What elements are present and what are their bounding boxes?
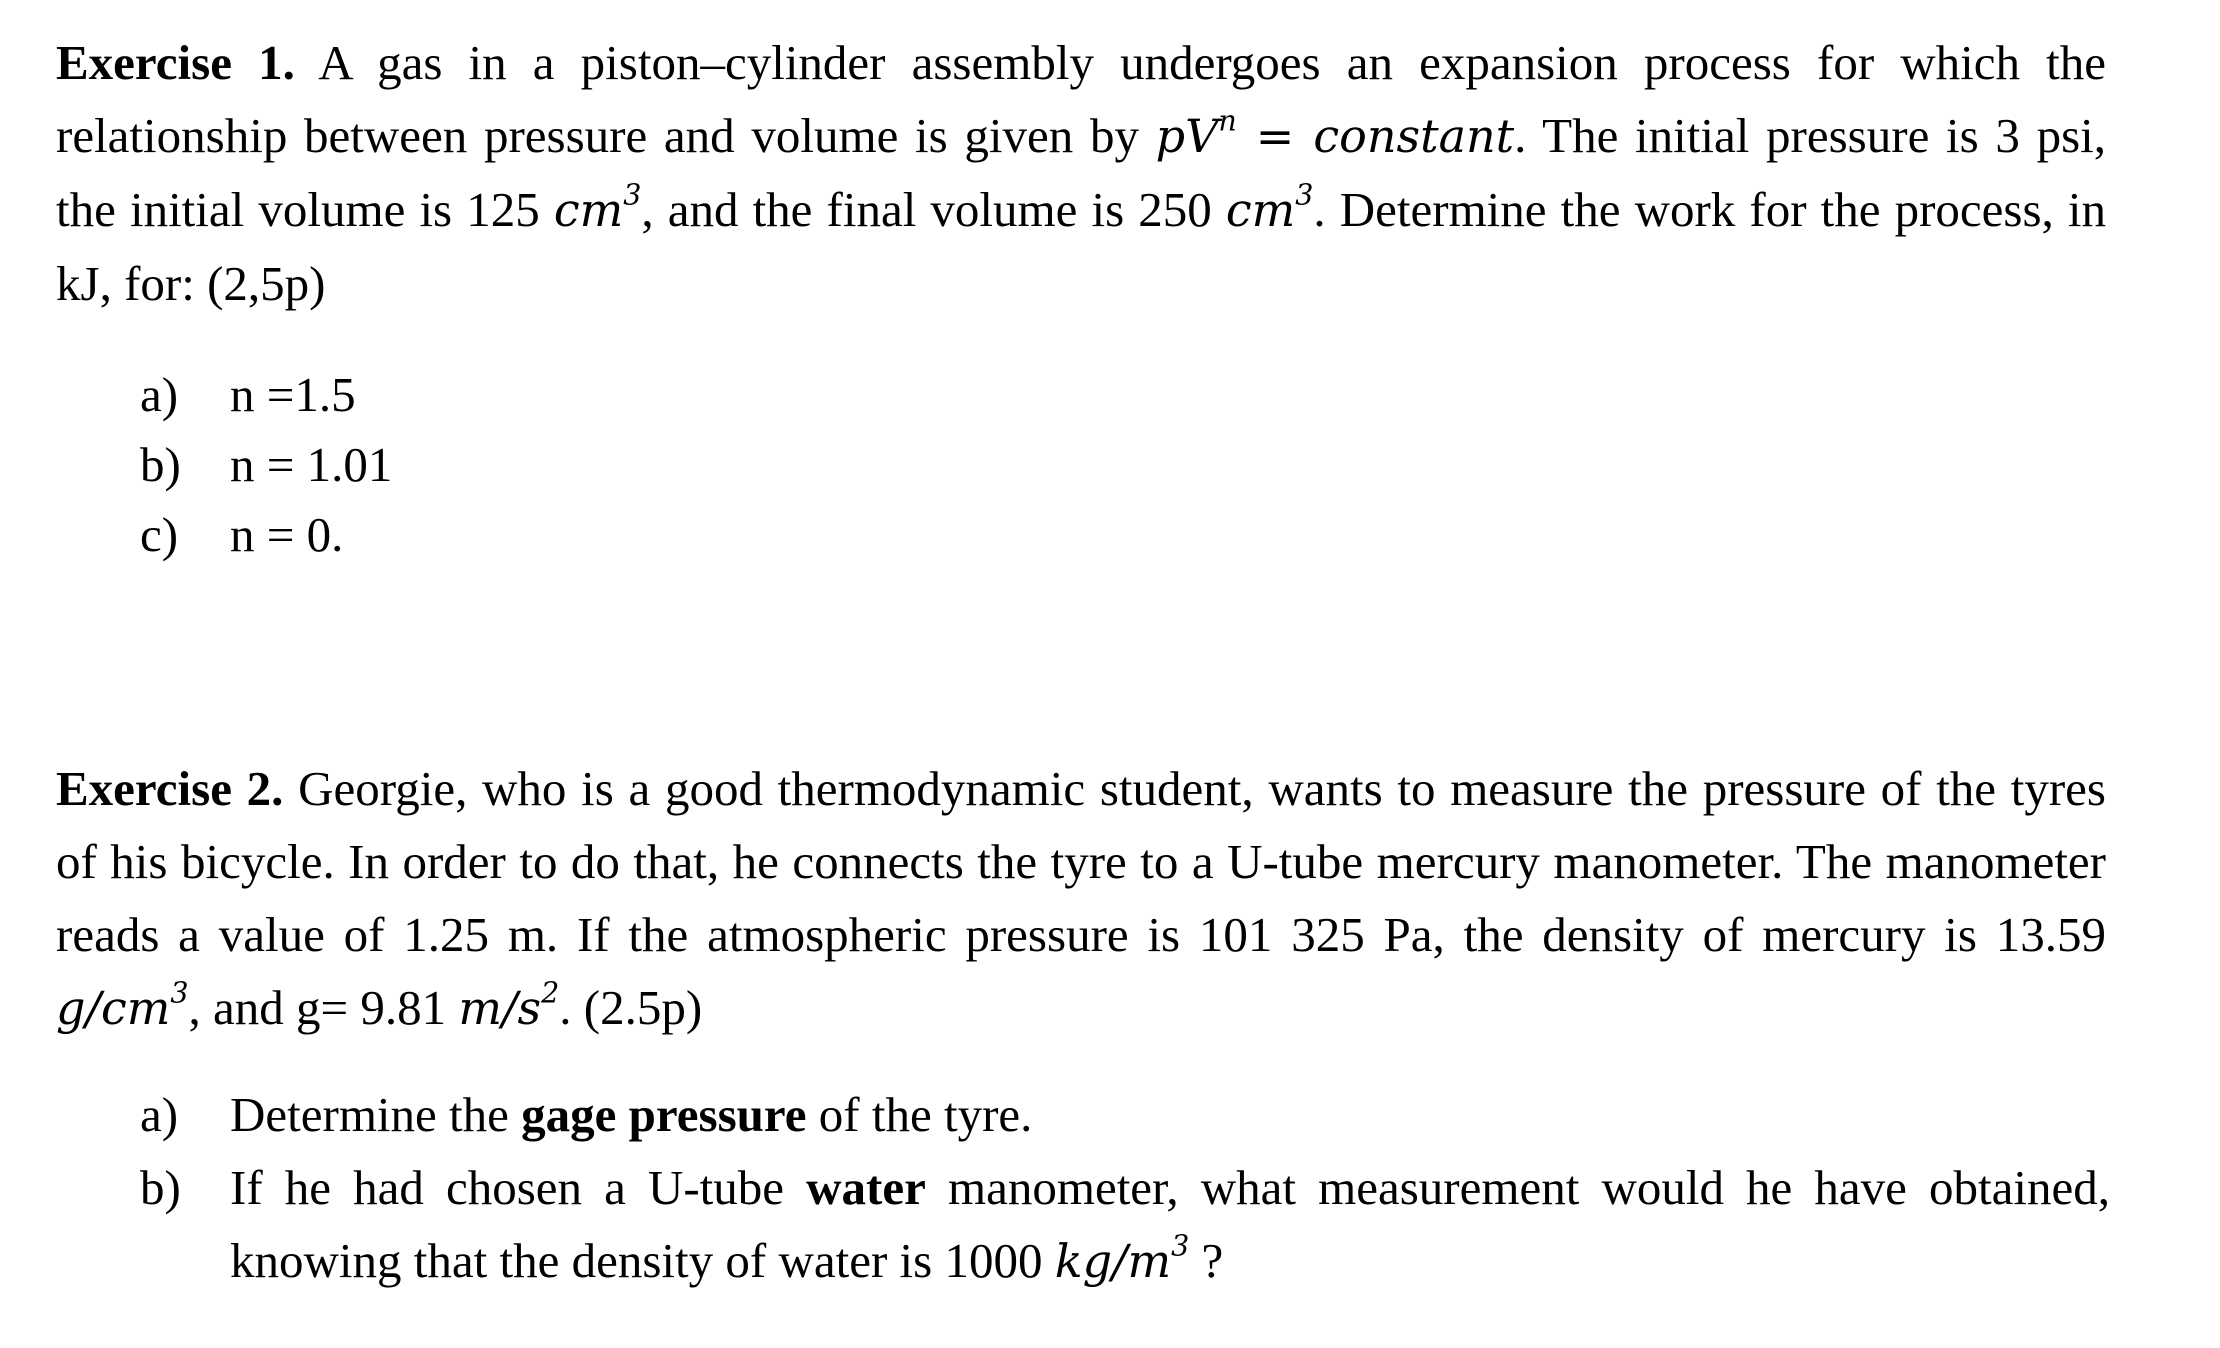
unit-base: m/s [458, 981, 542, 1035]
unit-exponent: 3 [623, 178, 642, 212]
exercise-1-statement [56, 26, 2106, 320]
exercise-2-text-part-1: Georgie, who is a good thermodynamic student, wants to measure the pressure of the tyres of his bicycle. In order to do that, he connects the tyre to a U-tube mercury manometer. The manometer reads a value of 1.25 m. If the atmospheric pressure is 101 325 Pa, the density of mercury is 13.59 [56, 761, 2107, 962]
list-marker: a) [140, 1087, 179, 1142]
item-text-pre: Determine the [230, 1087, 522, 1142]
list-item [140, 360, 2110, 430]
exercise-1-text-part-1: A gas in a piston–cylinder assembly undergoes an expansion process for which the relationship between pressure and volume is given by [56, 35, 2106, 163]
item-text-bold: water [806, 1160, 926, 1215]
exercise-1-text-part-2: . The initial pressure is 3 psi, the initial volume is 125 [56, 108, 2107, 237]
unit-water-density [1054, 1229, 1190, 1288]
exercise-2-text-part-3: . (2.5p) [559, 980, 703, 1035]
exercise-1-subquestions [140, 360, 2110, 570]
list-item-text [230, 1078, 2110, 1151]
unit-initial-volume [553, 178, 642, 237]
exercise-2-statement [56, 752, 2106, 1045]
item-text-bold: gage pressure [521, 1087, 807, 1142]
list-marker: b) [140, 1160, 181, 1215]
list-marker: c) [140, 507, 179, 562]
unit-exponent: 2 [541, 976, 560, 1010]
formula-pvn [1155, 104, 1515, 163]
item-text-tail: ? [1189, 1233, 1224, 1288]
exercise-2-heading: Exercise 2. [56, 761, 284, 816]
exercise-1-text-part-4: . Determine the work for the process, in kJ, for: (2,5p) [56, 182, 2106, 311]
list-item [140, 500, 2110, 570]
formula-exponent: n [1218, 104, 1237, 138]
list-item-text: n =1.5 [230, 367, 356, 422]
formula-base: pV [1155, 109, 1219, 163]
unit-exponent: 3 [1295, 178, 1314, 212]
unit-base: kg/m [1054, 1234, 1172, 1288]
exercise-2-subquestions [140, 1078, 2110, 1298]
exercise-1-text-part-3: , and the final volume is 250 [641, 182, 1226, 237]
item-text-post: manometer, what measurement would he have obtained, knowing that the density of water is 1000 [230, 1160, 2110, 1288]
formula-rhs: = constant [1236, 109, 1515, 163]
list-item [140, 1078, 2110, 1151]
item-text-pre: If he had chosen a U-tube [230, 1160, 807, 1215]
list-item-text: n = 1.01 [230, 437, 393, 492]
unit-exponent: 3 [170, 976, 189, 1010]
list-item-text: n = 0. [230, 507, 344, 562]
unit-base: g/cm [56, 981, 171, 1035]
exercise-1-heading: Exercise 1. [56, 35, 295, 90]
unit-exponent: 3 [1171, 1229, 1190, 1263]
list-marker: b) [140, 437, 181, 492]
list-marker: a) [140, 367, 179, 422]
list-item [140, 1151, 2110, 1298]
unit-gravity [458, 976, 560, 1035]
unit-density [56, 976, 189, 1035]
unit-final-volume [1225, 178, 1314, 237]
exercise-2-text-part-2: , and g= 9.81 [188, 980, 459, 1035]
unit-base: cm [553, 183, 624, 237]
list-item-text [230, 1151, 2110, 1298]
unit-base: cm [1225, 183, 1296, 237]
list-item [140, 430, 2110, 500]
item-text-post: of the tyre. [806, 1087, 1033, 1142]
